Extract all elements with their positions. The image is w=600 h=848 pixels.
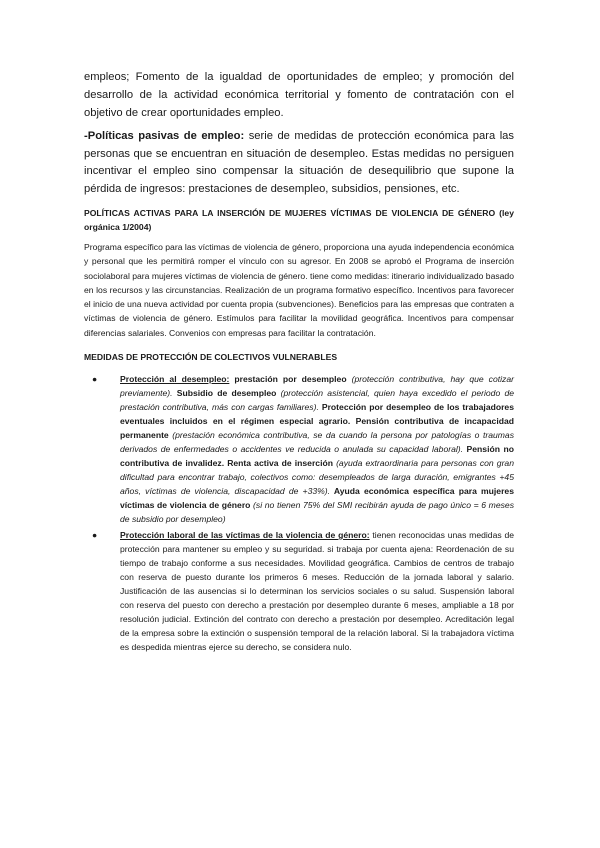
item1-bold-b: Subsidio de desempleo: [172, 388, 277, 399]
passive-policies-term: -Políticas pasivas de empleo:: [84, 130, 245, 142]
passive-policies-text: serie de medidas de protección económica para las personas que se encuentran en situación de desempleo. Estas medidas no persiguen incentivar el empleo sino compensar la situación de desequilibrio que supone la pérdida de ingresos: prestaciones de desempleo, subsidios, pensiones, etc.: [84, 130, 514, 195]
bullet-icon: ●: [92, 530, 98, 541]
item1-bold-c: Protección por desempleo de los trabajadores eventuales incluidos en el régimen especial agrario. Pensión contributiva de incapacidad permanente: [120, 402, 514, 441]
heading-vulnerable-groups: MEDIDAS DE PROTECCIÓN DE COLECTIVOS VULNERABLES: [84, 352, 338, 363]
bullet-icon: ●: [92, 374, 98, 385]
item1-italic-e: (si no tienen 75% del SMI recibirán ayuda de pago único = 6 meses de subsidio por desempleo): [120, 500, 514, 525]
item1-bold-a: prestación por desempleo: [229, 374, 347, 385]
item2-title: Protección laboral de las víctimas de la violencia de género:: [120, 530, 370, 541]
item1-title: Protección al desempleo:: [120, 374, 230, 385]
paragraph-passive-policies: [84, 128, 514, 198]
list-item-unemployment-protection: [92, 372, 514, 526]
document-page: [84, 68, 514, 654]
item1-bold-e: Ayuda económica específica para mujeres víctimas de violencia de género: [120, 486, 514, 511]
paragraph-active-policies-end: empleos; Fomento de la igualdad de oportunidades de empleo; y promoción del desarrollo de la actividad económica territorial y fomento de contratación con el objetivo de crear oportunidades empleo.: [84, 71, 514, 119]
item1-italic-a: (protección contributiva, hay que cotizar previamente).: [120, 374, 514, 399]
item1-bold-d: Pensión no contributiva de invalidez. Renta activa de inserción: [120, 444, 514, 469]
list-item-labor-protection: [92, 528, 514, 654]
item1-italic-c: (prestación económica contributiva, se da cuando la persona por patologías o traumas derivados de enfermedades o accidentes ve reducida o anulada su capacidad laboral).: [120, 430, 514, 455]
heading-gender-violence-policies: POLÍTICAS ACTIVAS PARA LA INSERCIÓN DE MUJERES VÍCTIMAS DE VIOLENCIA DE GÉNERO (ley orgánica 1/2004): [84, 208, 514, 232]
item1-italic-d: (ayuda extraordinaria para personas con gran dificultad para encontrar trabajo, colectivos como: desempleados de larga duración, emigrantes +45 años, víctimas de violencia, discapacidad de +33%).: [120, 458, 514, 497]
paragraph-gender-violence-program: Programa específico para las víctimas de violencia de género, proporciona una ayuda independencia económica y personal que les permitirá romper el vínculo con su agresor. En 2008 se aprobó el Programa de inserción sociolaboral para mujeres víctimas de violencia de género. tiene como medidas: itinerario individualizado basado en los recursos y las circunstancias. Realización de un programa formativo específico. Incentivos para favorecer el inicio de una nueva actividad por cuenta propia (subvenciones). Beneficios para las empresas que contraten a víctimas de violencia de género. Estímulos para facilitar la movilidad geográfica. Incentivos para compensar diferencias salariales. Convenios con empresas para facilitar la contratación.: [84, 242, 514, 338]
item1-italic-b: (protección asistencial, quien haya excedido el periodo de prestación contributiva, más con cargas familiares).: [120, 388, 514, 413]
item2-text: tienen reconocidas unas medidas de protección para mantener su empleo y su seguridad. si trabaja por cuenta ajena: Reordenación de su tiempo de trabajo conforme a sus necesidades. Movilidad geográfica. Cambios de centros de trabajo con reserva de puesto durante los primeros 6 meses. Reducción de la jornada laboral y salario. Justificación de las ausencias si lo determinan los servicios sociales o su salud. Suspensión laboral con reserva del puesto con derecho a prestación por desempleo durante 6 meses, ampliable a 18 por resolución judicial. Extinción del contrato con derecho a prestación por desempleo. Acreditación legal de la empresa sobre la extinción o suspensión temporal de la relación laboral. Si la trabajadora víctima es despedida mientras ejerce su derecho, se considera nulo.: [120, 530, 514, 653]
measures-list: [84, 372, 514, 654]
